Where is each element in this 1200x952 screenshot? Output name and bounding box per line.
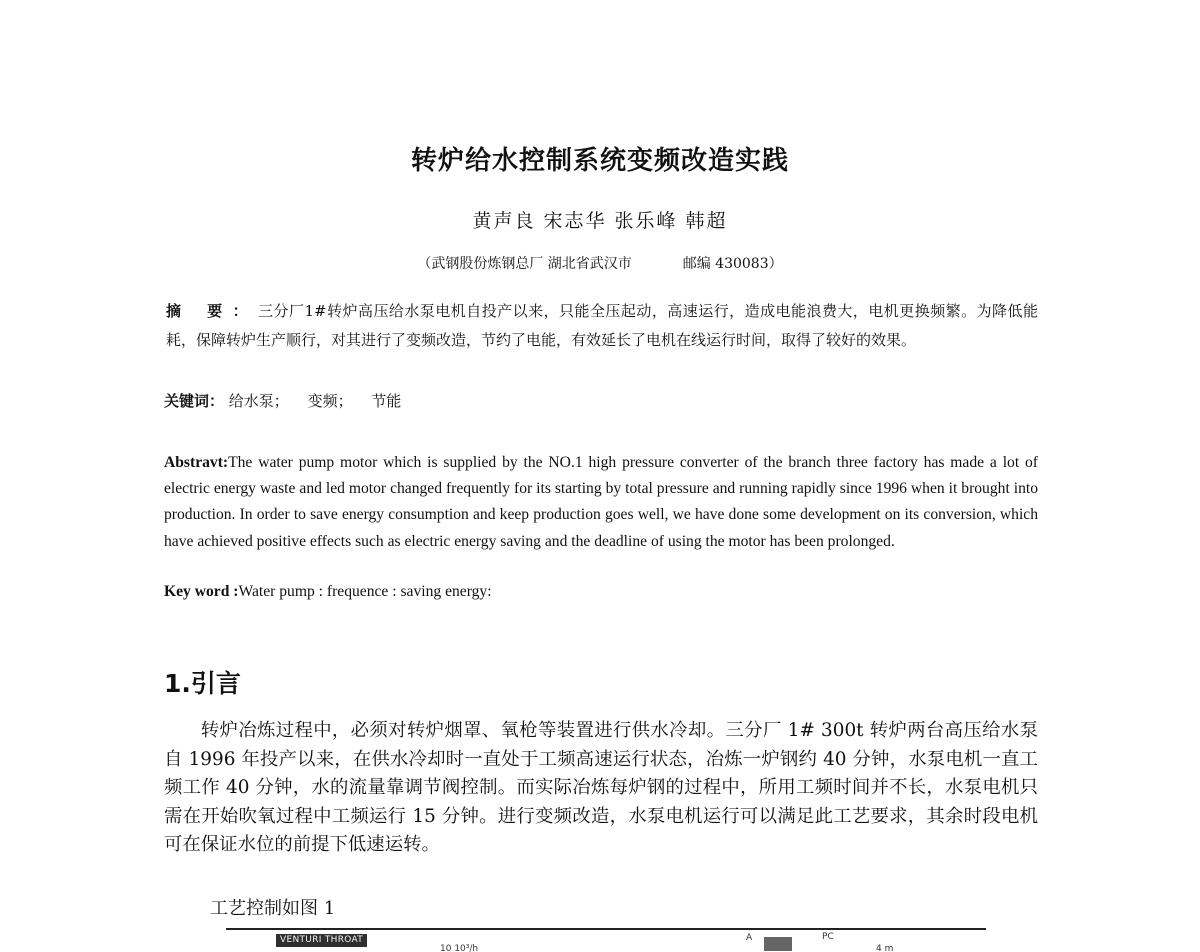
introduction-paragraph: 转炉冶炼过程中，必须对转炉烟罩、氧枪等装置进行供水冷却。三分厂 1# 300t 转炉两台高压给水泵自 1996 年投产以来，在供水冷却时一直处于工频高速运行状态，冶炼一炉钢约 40 分钟，水泵电机一直工频工作 40 分钟，水的流量靠调节阀控制。而实际冶炼每炉钢的过程中，所用工频时间并不长，水泵电机只需在开始吹氧过程中工频运行 15 分钟。进行变频改造，水泵电机运行可以满足此工艺要求，其余时段电机可在保证水位的前提下低速运转。	[164, 720, 1038, 856]
section-heading-introduction: 1.引言	[164, 669, 241, 698]
paper-title: 转炉给水控制系统变频改造实践	[410, 146, 789, 176]
affiliation-org: （武钢股份炼钢总厂 湖北省武汉市	[417, 256, 632, 272]
english-keywords-text: Water pump : frequence : saving energy:	[238, 583, 492, 600]
chinese-keyword-2: 变频；	[307, 392, 353, 410]
english-abstract	[164, 450, 1038, 555]
affiliation-line	[0, 253, 1200, 273]
figure-a-label: A	[746, 933, 753, 943]
english-abstract-text: The water pump motor which is supplied by the NO.1 high pressure converter of the branch three factory has made a lot of electric energy waste and led motor changed frequently for its starting by total pressure and running rapidly since 1996 when it brought into production. In order to save energy consumption and keep production goes well, we have done some development on its conversion, which have achieved positive effects such as electric energy saving and the deadline of using the motor has been prolonged.	[164, 454, 1038, 550]
process-figure-preview	[226, 928, 986, 952]
figure-device-icon	[764, 937, 792, 951]
english-keywords-label: Key word :	[164, 583, 239, 600]
chinese-abstract	[166, 297, 1038, 355]
affiliation-postcode: 邮编 430083）	[682, 256, 783, 272]
chinese-keyword-1: 给水泵；	[228, 392, 289, 410]
english-keywords	[164, 580, 492, 604]
figure-level-label: 4 m	[876, 944, 894, 952]
author-list: 黄声良 宋志华 张乐峰 韩超	[472, 210, 728, 232]
figure-caption: 工艺控制如图 1	[210, 898, 336, 919]
figure-pc-label: PC	[822, 932, 834, 942]
figure-tag-venturi-throat: VENTURI THROAT	[276, 934, 367, 947]
chinese-keyword-3: 节能	[371, 392, 402, 410]
chinese-abstract-text: 三分厂1#转炉高压给水泵电机自投产以来，只能全压起动，高速运行，造成电能浪费大，电机更换频繁。为降低能耗，保障转炉生产顺行，对其进行了变频改造，节约了电能，有效延长了电机在线运行时间，取得了较好的效果。	[166, 302, 1038, 349]
chinese-keywords	[164, 389, 415, 413]
figure-flow-label: 10 10³/h	[440, 944, 479, 952]
english-abstract-label: Abstravt:	[164, 454, 229, 471]
figure-border-line	[226, 928, 986, 930]
chinese-abstract-label: 摘 要：	[166, 302, 259, 320]
chinese-keywords-label: 关键词：	[164, 392, 225, 410]
